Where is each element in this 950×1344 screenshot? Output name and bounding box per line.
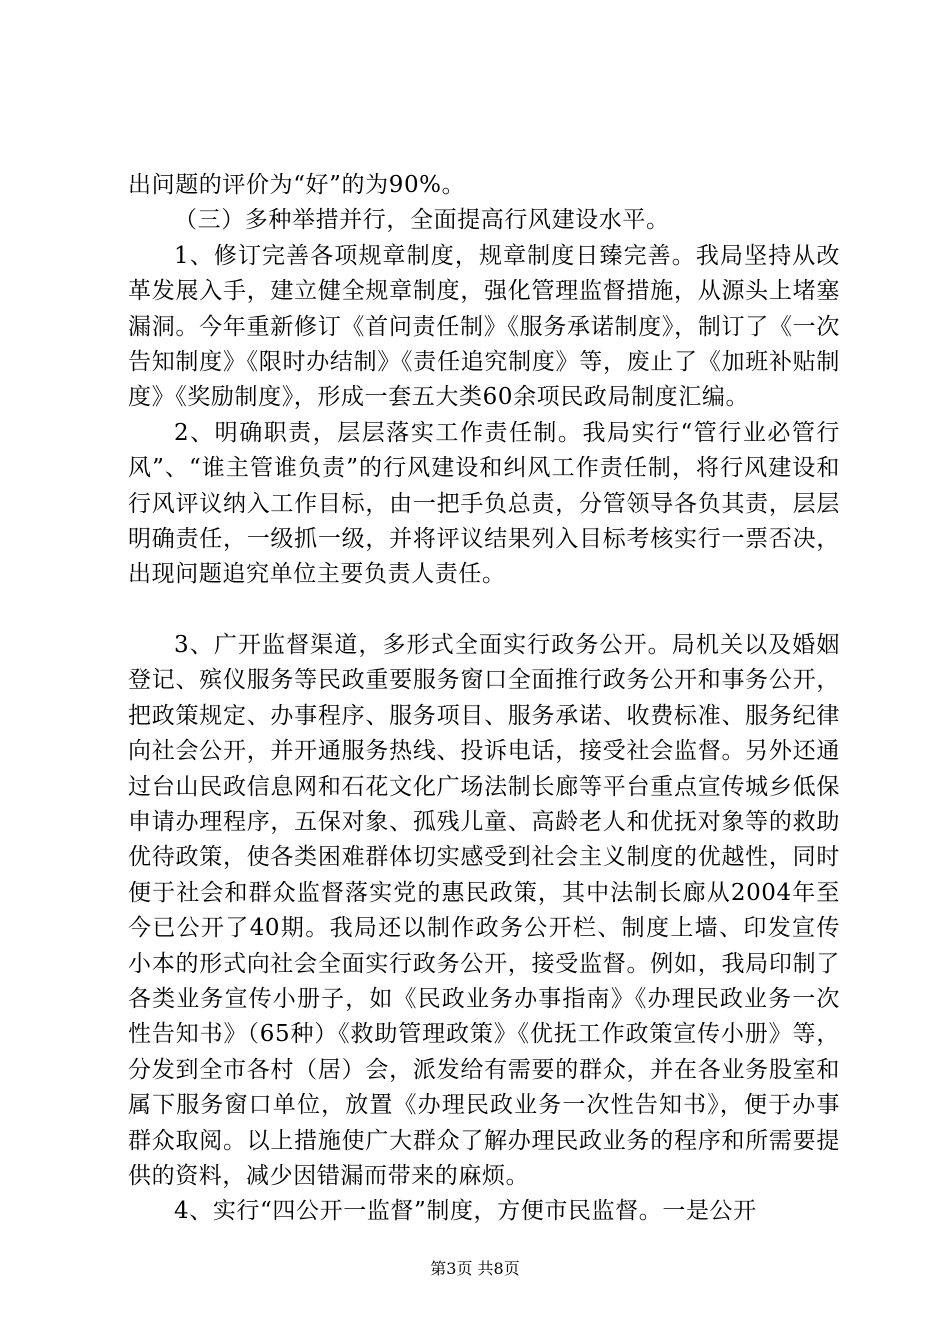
section-heading: （三）多种举措并行，全面提高行风建设水平。 <box>174 207 670 234</box>
document-body <box>128 168 840 1230</box>
paragraph-continuation: 出问题的评价为“好”的为90%。 <box>128 172 466 198</box>
paragraph-regulations: 1、修订完善各项规章制度，规章制度日臻完善。我局坚持从改革发展入手，建立健全规章制度，强化管理监督措施，从源头上堵塞漏洞。今年重新修订《首问责任制》《服务承诺制度》，制订了《一次告知制度》《限时办结制》《责任追究制度》等，废止了《加班补贴制度》《奖励制度》，形成一套五大类60余项民政局制度汇编。 <box>128 242 840 411</box>
page-number: 第3页 共8页 <box>430 1259 520 1278</box>
paragraph-responsibility: 2、明确职责，层层落实工作责任制。我局实行“管行业必管行风”、“谁主管谁负责”的行风建设和纠风工作责任制，将行风建设和行风评议纳入工作目标，由一把手负总责，分管领导各负其责，层层明确责任，一级抓一级，并将评议结果列入目标考核实行一票否决，出现问题追究单位主要负责人责任。 <box>128 419 840 588</box>
paragraph-spacer <box>128 593 840 628</box>
paragraph-four-disclosures: 4、实行“四公开一监督”制度，方便市民监督。一是公开 <box>174 1198 757 1225</box>
paragraph-supervision: 3、广开监督渠道，多形式全面实行政务公开。局机关以及婚姻登记、殡仪服务等民政重要服务窗口全面推行政务公开和事务公开，把政策规定、办事程序、服务项目、服务承诺、收费标准、服务纪律向社会公开，并开通服务热线、投诉电话，接受社会监督。另外还通过台山民政信息网和石花文化广场法制长廊等平台重点宣传城乡低保申请办理程序，五保对象、孤残儿童、高龄老人和优抚对象等的救助优待政策，使各类困难群体切实感受到社会主义制度的优越性，同时便于社会和群众监督落实党的惠民政策，其中法制长廊从2004年至今已公开了40期。我局还以制作政务公开栏、制度上墙、印发宣传小本的形式向社会全面实行政务公开，接受监督。例如，我局印制了各类业务宣传小册子，如《民政业务办事指南》《办理民政业务一次性告知书》（65种）《救助管理政策》《优抚工作政策宣传小册》等，分发到全市各村（居）会，派发给有需要的群众，并在各业务股室和属下服务窗口单位，放置《办理民政业务一次性告知书》，便于办事群众取阅。以上措施使广大群众了解办理民政业务的程序和所需要提供的资料，减少因错漏而带来的麻烦。 <box>128 631 840 1189</box>
